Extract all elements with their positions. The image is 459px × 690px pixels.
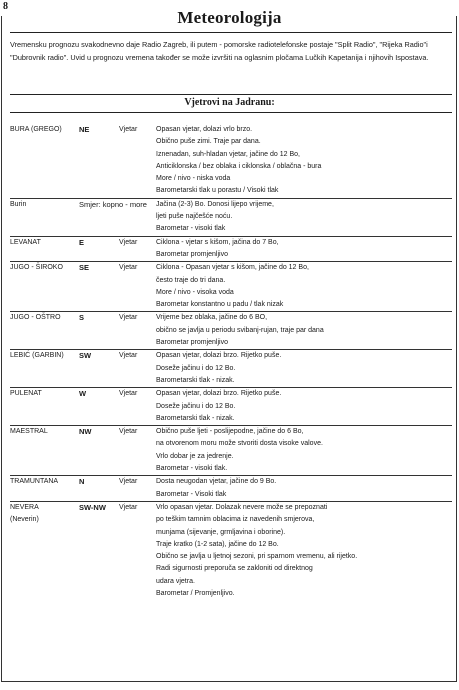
description-line: Opasan vjetar, dolazi brzo. Rijetko puše. xyxy=(156,352,282,360)
wind-name: TRAMUNTANA xyxy=(10,476,79,502)
description-line: Ciklona - Opasan vjetar s kišom, jačine do 12 Bo, xyxy=(156,264,309,272)
wind-direction: W xyxy=(79,388,119,426)
description-line: Ciklona - vjetar s kišom, jačina do 7 Bo, xyxy=(156,238,279,246)
description-line: Radi sigurnosti preporuča se zakloniti od direktnog xyxy=(156,565,313,573)
description-line: Dosta neugodan vjetar, jačine do 9 Bo. xyxy=(156,478,277,486)
description-line: munjama (sijevanje, grmljavina i oborine). xyxy=(156,528,286,536)
wind-description xyxy=(156,501,452,600)
winds-table xyxy=(10,124,452,600)
wind-description xyxy=(156,350,452,388)
wind-description xyxy=(156,198,452,236)
description-line: Anticiklonska / bez oblaka i ciklonska / oblačna - bura xyxy=(156,162,322,170)
description-line: Obično se javlja u ljetnoj sezoni, pri sparnom vremenu, ali rijetko. xyxy=(156,553,358,561)
wind-type: Vjetar xyxy=(119,126,138,133)
description-line: Barometar promjenljivo xyxy=(156,250,228,258)
description-line: Barometar - Visoki tlak xyxy=(156,490,227,498)
description-line: Barometar - visoki tlak. xyxy=(156,465,228,473)
left-border xyxy=(1,16,2,682)
wind-direction: SE xyxy=(79,262,119,312)
description-line: Obično puše zimi. Traje par dana. xyxy=(156,138,261,146)
description-line: na otvorenom moru može stvoriti dosta visoke valove. xyxy=(156,440,323,448)
wind-description xyxy=(156,426,452,476)
page-title: Meteorologija xyxy=(177,8,282,27)
bottom-border xyxy=(1,681,457,682)
wind-name: PULENAT xyxy=(10,388,79,426)
wind-name: JUGO - OŠTRO xyxy=(10,312,79,350)
description-line: ljeti puše najčešće noću. xyxy=(156,213,233,221)
wind-row xyxy=(10,350,452,388)
description-line: Vrlo opasan vjetar. Dolazak nevere može se prepoznati xyxy=(156,503,328,511)
wind-direction: SW xyxy=(79,350,119,388)
description-line: Barometarski tlak u porastu / Visoki tlak xyxy=(156,187,279,195)
title-divider xyxy=(10,32,452,33)
section-title: Vjetrovi na Jadranu: xyxy=(184,97,275,108)
description-line: Jačina (2-3) Bo. Donosi lijepo vrijeme, xyxy=(156,200,274,208)
wind-type: Vjetar xyxy=(119,426,156,476)
wind-type: Vjetar xyxy=(119,501,156,600)
right-border xyxy=(456,16,457,682)
wind-description xyxy=(156,124,452,198)
wind-row xyxy=(10,236,452,262)
description-line: Barometarski tlak - nizak. xyxy=(156,376,235,384)
description-line: udara vjetra. xyxy=(156,577,195,585)
description-line: Opasan vjetar, dolazi brzo. Rijetko puše. xyxy=(156,390,282,398)
description-line: More / nivo - visoka voda xyxy=(156,288,234,296)
wind-name: NEVERA (Neverin) xyxy=(10,501,79,600)
description-line: često traje do tri dana. xyxy=(156,276,226,284)
wind-type: Vjetar xyxy=(119,262,156,312)
wind-direction: N xyxy=(79,476,119,502)
section-divider-top xyxy=(10,94,452,95)
description-line: Barometar promjenljivo xyxy=(156,339,228,347)
description-line: Traje kratko (1-2 sata), jačine do 12 Bo. xyxy=(156,540,279,548)
wind-row xyxy=(10,388,452,426)
description-line: Doseže jačinu i do 12 Bo. xyxy=(156,402,236,410)
wind-name: MAESTRAL xyxy=(10,426,79,476)
description-line: Barometar - visoki tlak xyxy=(156,225,226,233)
description-line: Barometar / Promjenljivo. xyxy=(156,589,235,597)
description-line: Obično puše ljeti - poslijepodne, jačine do 6 Bo, xyxy=(156,428,304,436)
description-line: Iznenadan, suh-hladan vjetar, jačine do 12 Bo, xyxy=(156,150,300,158)
wind-name: LEVANAT xyxy=(10,236,79,262)
description-line: Doseže jačinu i do 12 Bo. xyxy=(156,364,236,372)
intro-paragraph: Vremensku prognozu svakodnevno daje Radio Zagreb, ili putem - pomorske radiotelefonske postaje "Split Radio", "Rijeka Radio"i "Dubrovnik radio". Uvid u prognozu vremena također se može izvršiti na oglasnim pločama Lučkih Kapetanija i njihovih Ispostava. xyxy=(10,40,429,62)
description-line: Vrlo dobar je za jedrenje. xyxy=(156,452,234,460)
wind-name: Burin xyxy=(10,198,79,236)
description-line: Opasan vjetar, dolazi vrlo brzo. xyxy=(156,126,253,133)
wind-description xyxy=(156,312,452,350)
wind-row xyxy=(10,312,452,350)
description-line: More / nivo - niska voda xyxy=(156,175,231,183)
description-line: po teškim tamnim oblacima iz navedenih smjerova, xyxy=(156,516,315,524)
wind-direction: S xyxy=(79,312,119,350)
wind-description xyxy=(156,388,452,426)
wind-row xyxy=(10,476,452,502)
wind-description xyxy=(156,262,452,312)
wind-type: Vjetar xyxy=(119,476,156,502)
wind-row xyxy=(10,426,452,476)
page-number: 8 xyxy=(3,1,8,12)
wind-direction: NE xyxy=(79,125,90,134)
wind-type: Vjetar xyxy=(119,312,156,350)
description-line: Vrijeme bez oblaka, jačine do 6 BO, xyxy=(156,314,268,322)
description-line: Barometar konstantno u padu / tlak nizak xyxy=(156,301,284,309)
wind-type: Vjetar xyxy=(119,350,156,388)
wind-direction: NW xyxy=(79,426,119,476)
wind-description xyxy=(156,476,452,502)
wind-name: LEBIĆ (GARBIN) xyxy=(10,350,79,388)
section-divider-bottom xyxy=(10,112,452,113)
wind-direction: E xyxy=(79,236,119,262)
wind-row xyxy=(10,262,452,312)
wind-row xyxy=(10,501,452,600)
description-line: Barometarski tlak - nizak. xyxy=(156,414,235,422)
wind-direction: Smjer: kopno - more xyxy=(79,198,156,236)
wind-name: BURA (GREGO) xyxy=(10,126,62,133)
wind-row xyxy=(10,198,452,236)
description-line: obično se javlja u periodu svibanj-rujan, traje par dana xyxy=(156,326,324,334)
wind-row xyxy=(10,124,452,198)
wind-name: JUGO - ŠIROKO xyxy=(10,262,79,312)
wind-description xyxy=(156,236,452,262)
wind-direction: SW-NW xyxy=(79,501,119,600)
wind-type: Vjetar xyxy=(119,236,156,262)
wind-type: Vjetar xyxy=(119,388,156,426)
